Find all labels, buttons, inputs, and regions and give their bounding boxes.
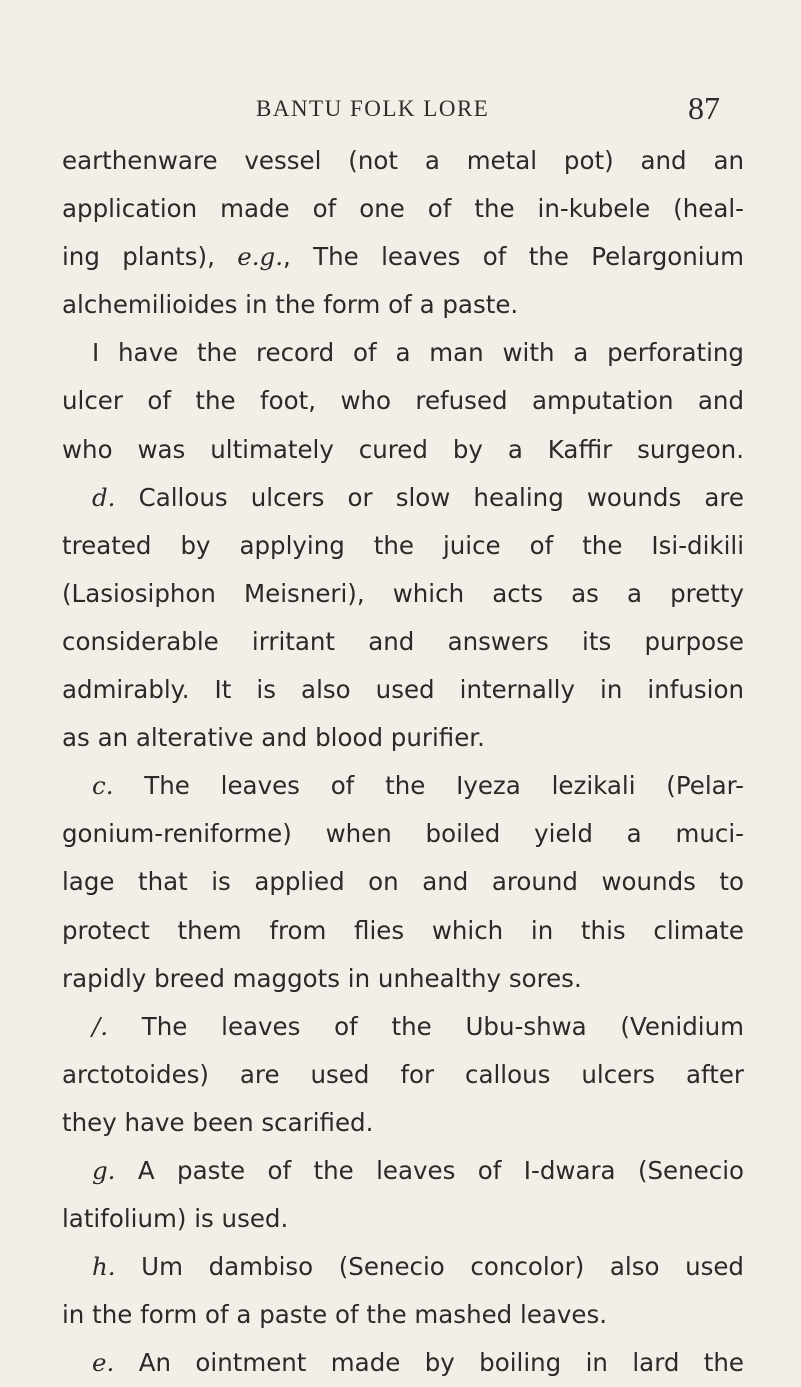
text-line: c. The leaves of the Iyeza lezikali (Pelar-: [92, 771, 744, 801]
item-marker: e.: [92, 1348, 115, 1378]
text-line: h. Um dambiso (Senecio concolor) also used: [92, 1252, 744, 1282]
text-line: arctotoides) are used for callous ulcers after: [62, 1059, 744, 1089]
text-line: considerable irritant and answers its purpose: [62, 626, 744, 656]
text-line: d. Callous ulcers or slow healing wounds are: [92, 482, 744, 512]
text-line: in the form of a paste of the mashed leaves.: [62, 1300, 608, 1330]
text-line: protect them from flies which in this climate: [62, 915, 744, 945]
text-line: /. The leaves of the Ubu-shwa (Venidium: [92, 1011, 744, 1041]
text-line: latifolium) is used.: [62, 1204, 289, 1234]
item-marker: g.: [92, 1155, 116, 1185]
text-line: application made of one of the in-kubele (heal-: [62, 194, 744, 224]
item-marker: h.: [92, 1252, 116, 1282]
item-marker: c.: [92, 771, 114, 801]
text-line: they have been scarified.: [62, 1107, 374, 1137]
text-line: lage that is applied on and around wounds to: [62, 867, 744, 897]
text-line: earthenware vessel (not a metal pot) and an: [62, 146, 744, 175]
text-line: (Lasiosiphon Meisneri), which acts as a pretty: [62, 578, 744, 608]
running-head: BANTU FOLK LORE: [256, 96, 490, 121]
text-line: alchemilioides in the form of a paste.: [62, 290, 519, 320]
item-marker: /.: [92, 1011, 109, 1041]
text-line: gonium-reniforme) when boiled yield a muci-: [62, 819, 744, 849]
italic-abbreviation: e.g.: [237, 242, 284, 272]
text-line: g. A paste of the leaves of I-dwara (Senecio: [92, 1155, 744, 1185]
item-marker: d.: [92, 482, 116, 512]
page-header: [0, 92, 801, 132]
text-line: rapidly breed maggots in unhealthy sores.: [62, 963, 582, 993]
page-number: 87: [688, 90, 720, 126]
text-line: who was ultimately cured by a Kaffir surgeon.: [62, 434, 744, 464]
body-text: [62, 137, 744, 1387]
text-line: ing plants), e.g., The leaves of the Pelargonium: [62, 242, 744, 272]
text-line: e. An ointment made by boiling in lard the: [92, 1348, 744, 1378]
text-line: as an alterative and blood purifier.: [62, 723, 485, 753]
text-line: ulcer of the foot, who refused amputation and: [62, 386, 744, 416]
text-line: admirably. It is also used internally in infusion: [62, 675, 744, 705]
text-line: I have the record of a man with a perforating: [92, 338, 744, 368]
text-line: treated by applying the juice of the Isi-dikili: [62, 530, 744, 560]
